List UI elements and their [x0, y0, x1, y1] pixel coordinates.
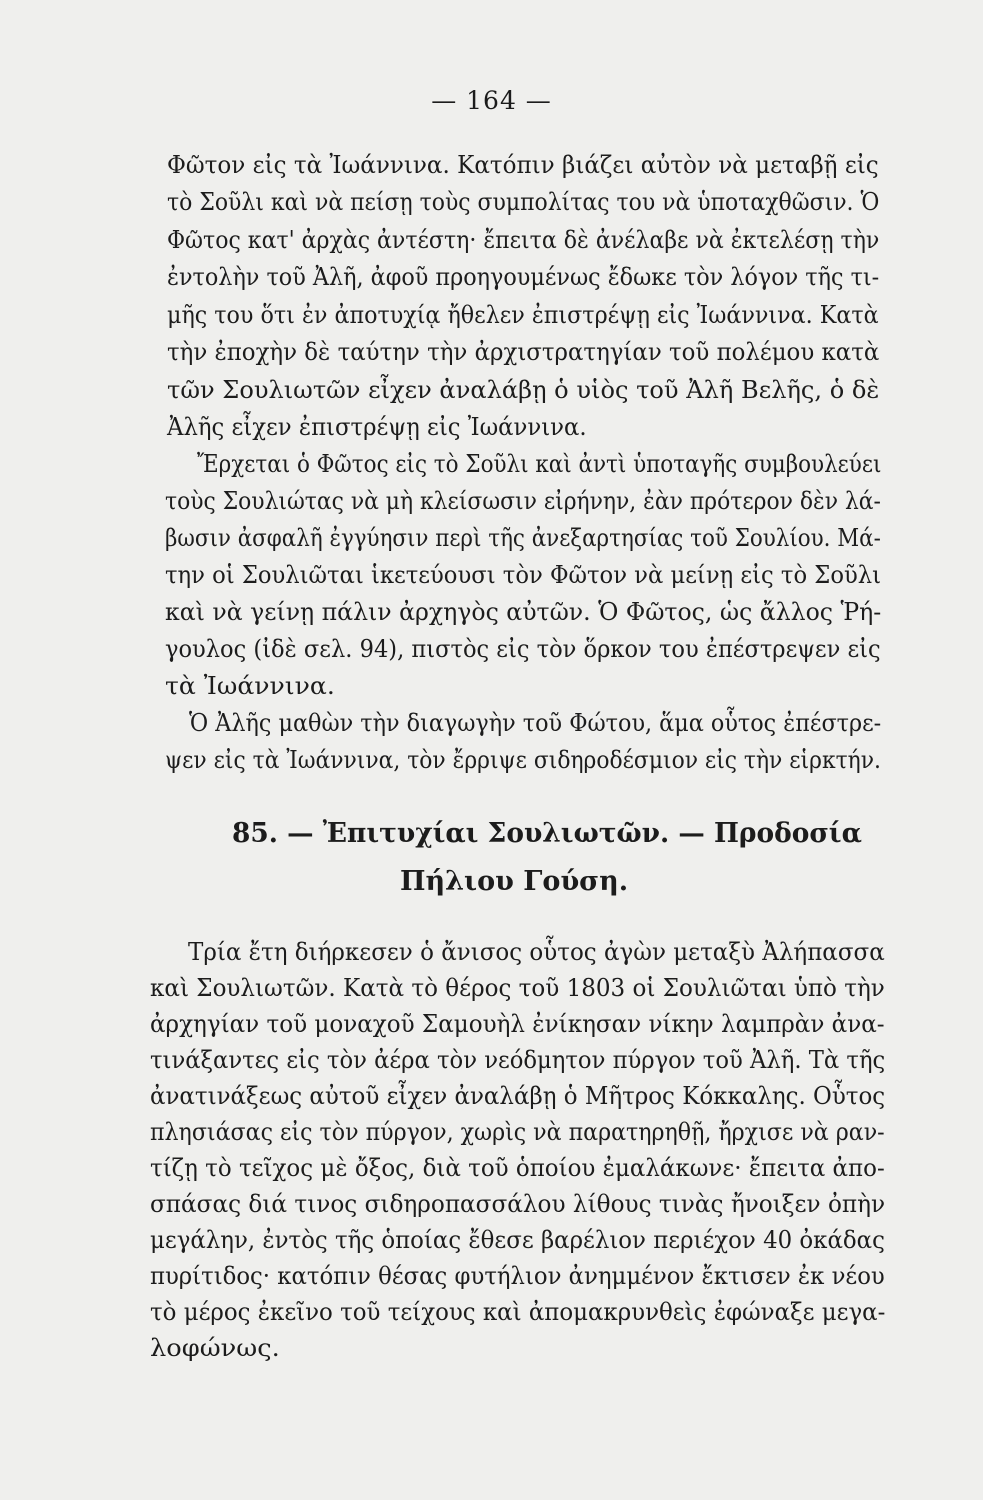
- text-line: Τρία ἔτη διήρκεσεν ὁ ἄνισος οὗτος ἀγὼν μεταξὺ Ἀλήπασσα: [188, 937, 885, 966]
- text-line: πυρίτιδος· κατόπιν θέσας φυτήλιον ἀνημμένον ἔκτισεν ἐκ νέου: [150, 1261, 885, 1290]
- text-line: τὸ μέρος ἐκεῖνο τοῦ τείχους καὶ ἀπομακρυνθεὶς ἐφώναξε μεγα-: [150, 1297, 886, 1326]
- section-heading-line-2: Πήλιου Γούση.: [400, 866, 629, 897]
- text-line: γουλος (ἰδὲ σελ. 94), πιστὸς εἰς τὸν ὅρκον του ἐπέστρεψεν εἰς: [165, 634, 881, 663]
- text-line: τίζῃ τὸ τεῖχος μὲ ὄξος, διὰ τοῦ ὁποίου ἐμαλάκωνε· ἔπειτα ἀπο-: [150, 1153, 885, 1182]
- text-line: μῆς του ὅτι ἐν ἀποτυχίᾳ ἤθελεν ἐπιστρέψῃ εἰς Ἰωάννινα. Κατὰ: [167, 300, 879, 329]
- text-line: βωσιν ἀσφαλῆ ἐγγύησιν περὶ τῆς ἀνεξαρτησίας τοῦ Σουλίου. Μά-: [165, 523, 881, 552]
- text-line: την οἱ Σουλιῶται ἱκετεύουσι τὸν Φῶτον νὰ μείνῃ εἰς τὸ Σοῦλι: [165, 560, 881, 589]
- text-line: ἀνατινάξεως αὐτοῦ εἶχεν ἀναλάβῃ ὁ Μῆτρος Κόκκαλης. Οὗτος: [150, 1081, 886, 1110]
- text-line: τῶν Σουλιωτῶν εἶχεν ἀναλάβῃ ὁ υἱὸς τοῦ Ἀλῆ Βελῆς, ὁ δὲ: [167, 375, 880, 404]
- text-line: σπάσας διά τινος σιδηροπασσάλου λίθους τινὰς ἤνοιξεν ὀπὴν: [150, 1189, 886, 1218]
- text-line: Ἔρχεται ὁ Φῶτος εἰς τὸ Σοῦλι καὶ ἀντὶ ὑποταγῆς συμβουλεύει: [197, 449, 882, 478]
- text-line: Φῶτον εἰς τὰ Ἰωάννινα. Κατόπιν βιάζει αὐτὸν νὰ μεταβῇ εἰς: [167, 150, 879, 179]
- text-line: ἐντολὴν τοῦ Ἀλῆ, ἀφοῦ προηγουμένως ἔδωκε τὸν λόγον τῆς τι-: [167, 262, 880, 291]
- text-line: καὶ Σουλιωτῶν. Κατὰ τὸ θέρος τοῦ 1803 οἱ Σουλιῶται ὑπὸ τὴν: [150, 973, 885, 1002]
- text-line: τὸ Σοῦλι καὶ νὰ πείσῃ τοὺς συμπολίτας του νὰ ὑποταχθῶσιν. Ὁ: [167, 187, 880, 216]
- text-line: Φῶτος κατ' ἀρχὰς ἀντέστη· ἔπειτα δὲ ἀνέλαβε νὰ ἐκτελέσῃ τὴν: [167, 225, 880, 254]
- text-line: πλησιάσας εἰς τὸν πύργον, χωρὶς νὰ παρατηρηθῇ, ἤρχισε νὰ ραν-: [150, 1117, 885, 1146]
- text-line: Ἀλῆς εἶχεν ἐπιστρέψῃ εἰς Ἰωάννινα.: [167, 412, 587, 441]
- text-line: καὶ νὰ γείνῃ πάλιν ἀρχηγὸς αὐτῶν. Ὁ Φῶτος, ὡς ἄλλος Ῥή-: [165, 597, 882, 626]
- text-line: τινάξαντες εἰς τὸν ἀέρα τὸν νεόδμητον πύργον τοῦ Ἀλῆ. Τὰ τῆς: [150, 1045, 886, 1074]
- text-line: τὰ Ἰωάννινα.: [165, 671, 335, 700]
- section-heading-line-1: 85. — Ἐπιτυχίαι Σουλιωτῶν. — Προδοσία: [232, 818, 862, 849]
- text-line: τὴν ἐποχὴν δὲ ταύτην τὴν ἀρχιστρατηγίαν τοῦ πολέμου κατὰ: [167, 337, 880, 366]
- text-line: λοφώνως.: [150, 1333, 280, 1362]
- text-line: ἀρχηγίαν τοῦ μοναχοῦ Σαμουὴλ ἐνίκησαν νίκην λαμπρὰν ἀνα-: [150, 1009, 885, 1038]
- page-number: — 164 —: [431, 86, 552, 115]
- text-line: Ὁ Ἀλῆς μαθὼν τὴν διαγωγὴν τοῦ Φώτου, ἅμα οὗτος ἐπέστρε-: [189, 708, 882, 737]
- text-line: μεγάλην, ἐντὸς τῆς ὁποίας ἔθεσε βαρέλιον περιέχον 40 ὀκάδας: [150, 1225, 885, 1254]
- text-line: ψεν εἰς τὰ Ἰωάννινα, τὸν ἔρριψε σιδηροδέσμιον εἰς τὴν εἱρκτήν.: [165, 745, 881, 774]
- text-line: τοὺς Σουλιώτας νὰ μὴ κλείσωσιν εἰρήνην, ἐὰν πρότερον δὲν λά-: [165, 486, 881, 515]
